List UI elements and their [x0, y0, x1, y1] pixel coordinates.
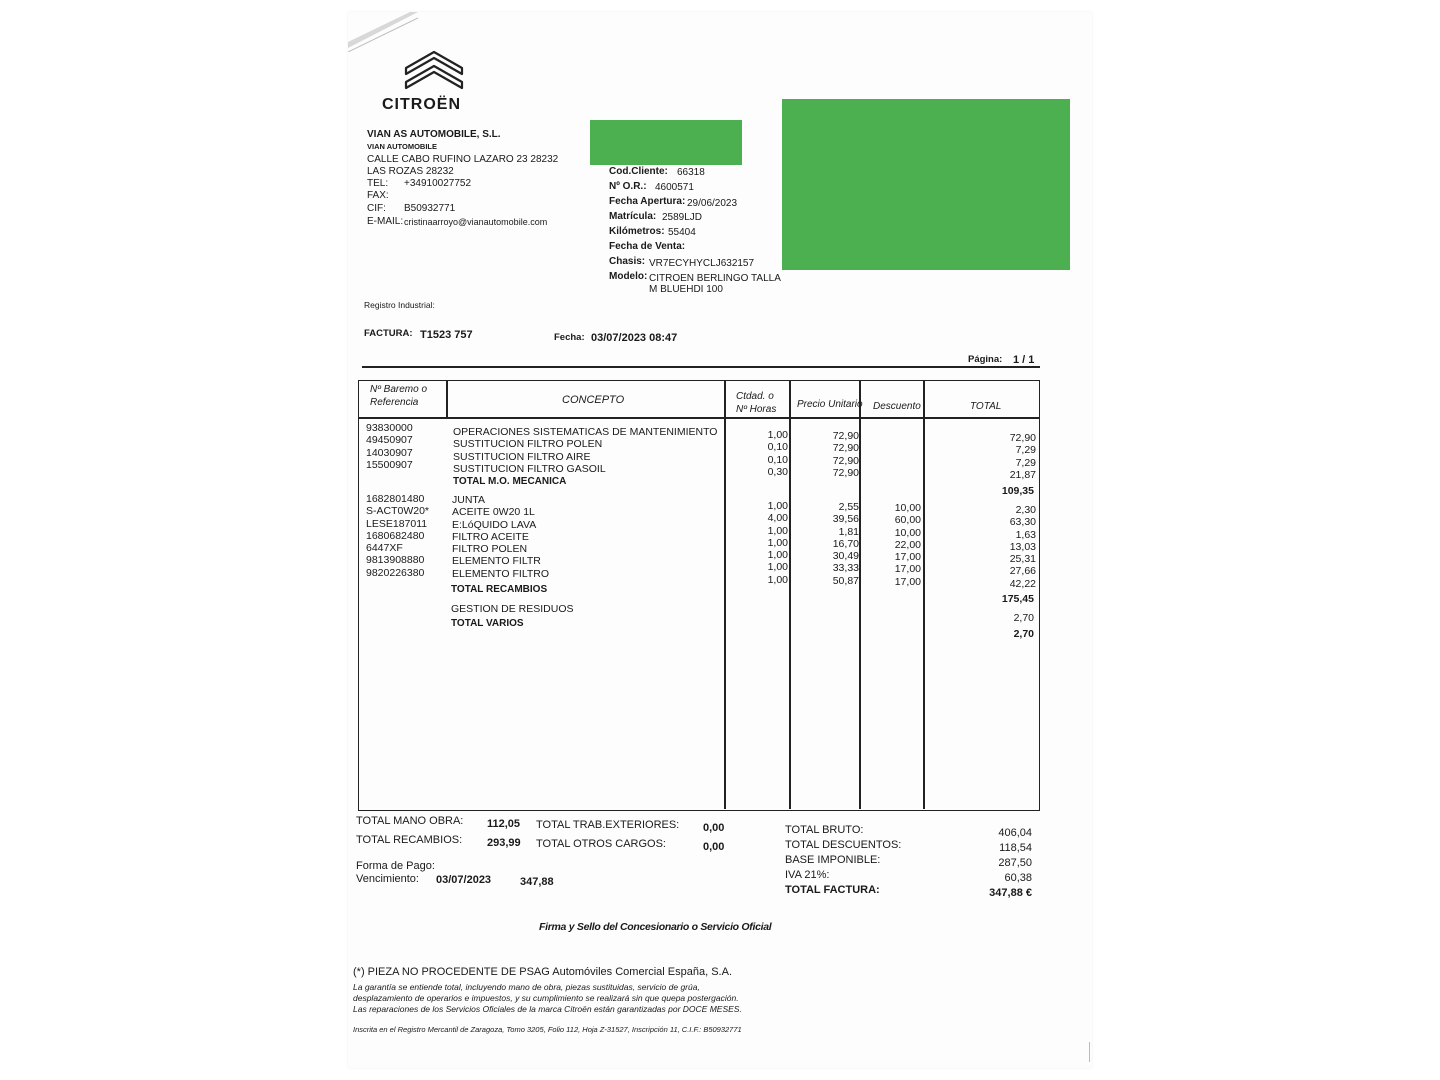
- factura-number: T1523 757: [420, 329, 473, 341]
- table-cell-concept: ELEMENTO FILTR: [452, 555, 541, 568]
- subtotal-recambios: 175,45: [1001, 593, 1034, 605]
- table-cell-discount: 60,00: [894, 514, 921, 527]
- table-cell-qty: 1,00: [767, 536, 788, 549]
- group1-price: [808, 430, 859, 479]
- km: 55404: [668, 227, 696, 238]
- fecha-venta-label: Fecha de Venta:: [609, 241, 686, 252]
- table-cell-ref: 93830000: [366, 422, 413, 434]
- base-imponible-label: BASE IMPONIBLE:: [785, 854, 881, 866]
- group2-refs: [366, 493, 429, 579]
- table-cell-price: 72,90: [832, 442, 859, 455]
- pagina-value: 1 / 1: [1013, 354, 1035, 366]
- group2-discount: [870, 502, 921, 588]
- table-cell-qty: 1,00: [767, 500, 788, 512]
- subtotal-varios: 2,70: [1013, 628, 1034, 640]
- table-cell-ref: 15500907: [366, 458, 413, 471]
- table-cell-concept: ELEMENTO FILTRO: [452, 567, 550, 580]
- group2-concepts: [452, 494, 549, 580]
- table-cell-price: 39,56: [832, 513, 859, 526]
- group2-price: [808, 501, 859, 587]
- table-cell-concept: JUNTA: [452, 494, 486, 506]
- col-divider-ref: [446, 381, 448, 417]
- table-cell-qty: 0,10: [767, 441, 788, 454]
- table-cell-concept: SUSTITUCION FILTRO GASOIL: [453, 462, 606, 475]
- table-cell-concept: SUSTITUCION FILTRO AIRE: [453, 450, 591, 463]
- invoice-page: [348, 12, 1092, 1068]
- header-cantidad-2: Nº Horas: [736, 404, 777, 415]
- base-imponible-value: 287,50: [998, 857, 1032, 869]
- recambios-value: 293,99: [487, 837, 521, 849]
- table-top-double-line: [362, 366, 1040, 368]
- table-cell-ref: 9820226380: [366, 566, 425, 579]
- table-cell-qty: 1,00: [767, 429, 788, 441]
- or-label: Nº O.R.:: [609, 181, 647, 192]
- table-cell-discount: 17,00: [894, 575, 921, 588]
- subtotal-mo: 109,35: [1001, 485, 1034, 497]
- garantia-line2: desplazamiento de operarios e impuestos, y su cumplimiento se realizará sin que quepa postergación.: [353, 993, 739, 1003]
- header-descuento: Descuento: [873, 401, 921, 412]
- group1-refs: [366, 422, 413, 471]
- fecha-value: 03/07/2023 08:47: [591, 332, 678, 344]
- table-cell-ref: 1682801480: [366, 493, 425, 505]
- table-cell-qty: 4,00: [767, 512, 788, 525]
- table-cell-qty: 1,00: [767, 573, 788, 586]
- dealer-subname: VIAN AUTOMOBILE: [367, 142, 438, 151]
- pieza-note: (*) PIEZA NO PROCEDENTE DE PSAG Automóviles Comercial España, S.A.: [353, 966, 733, 978]
- group2-qty: [744, 500, 788, 586]
- table-cell-qty: 0,30: [767, 465, 788, 478]
- cod-cliente-label: Cod.Cliente:: [609, 166, 668, 177]
- otros-cargos-value: 0,00: [703, 841, 725, 853]
- redacted-block-large: [782, 99, 1070, 270]
- cod-cliente: 66318: [677, 167, 705, 178]
- table-cell-price: 1,81: [838, 525, 859, 538]
- dealer-email: cristinaarroyo@vianautomobile.com: [404, 217, 548, 227]
- table-cell-ref: 9813908880: [366, 554, 425, 567]
- total-factura-label: TOTAL FACTURA:: [785, 884, 880, 896]
- dealer-name: VIAN AS AUTOMOBILE, S.L.: [367, 129, 501, 140]
- firma-sello-caption: Firma y Sello del Concesionario o Servicio Oficial: [539, 921, 772, 933]
- trab-ext-value: 0,00: [703, 822, 725, 834]
- iva-label: IVA 21%:: [785, 869, 830, 881]
- vencimiento-label: Vencimiento:: [356, 873, 419, 885]
- table-cell-ref: S-ACT0W20*: [366, 505, 430, 518]
- table-cell-price: 72,90: [832, 466, 859, 479]
- mano-obra-value: 112,05: [487, 818, 521, 830]
- garantia-line3: Las reparaciones de los Servicios Oficiales de la marca Citroën están garantizadas por DOCE MESES.: [353, 1004, 742, 1014]
- recambios-label: TOTAL RECAMBIOS:: [356, 834, 463, 846]
- group1-totals: [978, 432, 1036, 481]
- descuentos-label: TOTAL DESCUENTOS:: [785, 839, 902, 851]
- header-precio: Precio Unitario: [797, 399, 863, 410]
- forma-pago-label: Forma de Pago:: [356, 860, 435, 872]
- table-cell-total: 13,03: [1009, 540, 1036, 553]
- total-gestion-residuos: 2,70: [1013, 612, 1034, 624]
- table-cell-price: 72,90: [832, 430, 859, 442]
- table-cell-discount: 17,00: [894, 563, 921, 576]
- header-cantidad-1: Ctdad. o: [736, 391, 774, 402]
- table-cell-concept: OPERACIONES SISTEMATICAS DE MANTENIMIENTO: [453, 426, 718, 438]
- bruto-value: 406,04: [998, 827, 1032, 839]
- table-cell-discount: 17,00: [894, 551, 921, 564]
- brand-name: CITROËN: [382, 96, 461, 113]
- citroen-logo-icon: [400, 42, 468, 94]
- table-cell-qty: 1,00: [767, 524, 788, 537]
- table-cell-ref: LESE187011: [366, 517, 428, 530]
- chasis-label: Chasis:: [609, 256, 646, 267]
- scan-edge-mark: [1089, 1042, 1090, 1062]
- table-cell-price: 30,49: [832, 550, 859, 563]
- redacted-block-small: [590, 120, 742, 165]
- group1-concepts: [453, 426, 717, 475]
- registro-mercantil: Inscrita en el Registro Mercantil de Zaragoza, Tomo 3205, Folio 112, Hoja Z-31527, Inscripción 11, C.I.F.: B50932771: [353, 1025, 742, 1034]
- table-cell-total: 63,30: [1009, 516, 1036, 529]
- factura-label: FACTURA:: [364, 328, 413, 339]
- bruto-label: TOTAL BRUTO:: [785, 824, 864, 836]
- table-header-divider: [358, 417, 1040, 419]
- subtotal-recambios-label: TOTAL RECAMBIOS: [451, 584, 548, 595]
- col-divider-concept: [724, 381, 726, 809]
- table-cell-discount: 22,00: [894, 538, 921, 551]
- dealer-tel: +34910027752: [404, 178, 472, 189]
- km-label: Kilómetros:: [609, 226, 665, 237]
- modelo-line1: CITROEN BERLINGO TALLA: [649, 273, 781, 284]
- table-cell-ref: 49450907: [366, 434, 413, 447]
- vencimiento-date: 03/07/2023: [436, 874, 492, 886]
- table-cell-qty: 0,10: [767, 453, 788, 466]
- table-cell-price: 2,55: [838, 501, 859, 513]
- table-cell-concept: ACEITE 0W20 1L: [452, 506, 535, 519]
- apertura-label: Fecha Apertura:: [609, 196, 686, 207]
- modelo-label: Modelo:: [609, 271, 648, 282]
- table-cell-ref: 1680682480: [366, 529, 425, 542]
- table-cell-price: 50,87: [832, 574, 859, 587]
- col-divider-price: [859, 381, 861, 809]
- dealer-cif-label: CIF:: [367, 203, 386, 214]
- header-ref-1: Nº Baremo o: [370, 384, 428, 395]
- table-cell-total: 25,31: [1009, 553, 1036, 566]
- table-cell-concept: SUSTITUCION FILTRO POLEN: [453, 438, 603, 451]
- dealer-cif: B50932771: [404, 203, 456, 214]
- table-cell-total: 1,63: [1015, 528, 1036, 541]
- matricula-label: Matrícula:: [609, 211, 657, 222]
- mano-obra-label: TOTAL MANO OBRA:: [356, 815, 464, 827]
- vencimiento-importe: 347,88: [520, 876, 554, 888]
- concept-gestion-residuos: GESTION DE RESIDUOS: [451, 603, 574, 615]
- subtotal-mo-label: TOTAL M.O. MECANICA: [453, 476, 567, 487]
- otros-cargos-label: TOTAL OTROS CARGOS:: [536, 838, 666, 850]
- descuentos-value: 118,54: [999, 842, 1032, 854]
- header-concepto: CONCEPTO: [562, 394, 625, 406]
- iva-value: 60,38: [1004, 872, 1032, 884]
- dealer-tel-label: TEL:: [367, 178, 389, 189]
- table-cell-price: 16,70: [832, 537, 859, 550]
- apertura-date: 29/06/2023: [687, 198, 738, 209]
- group1-qty: [744, 429, 788, 478]
- table-cell-qty: 1,00: [767, 561, 788, 574]
- modelo-line2: M BLUEHDI 100: [649, 284, 723, 295]
- subtotal-varios-label: TOTAL VARIOS: [451, 618, 524, 629]
- garantia-line1: La garantía se entiende total, incluyendo mano de obra, piezas sustituidas, servicio de grúa,: [353, 982, 700, 992]
- table-cell-ref: 14030907: [366, 446, 413, 459]
- pagina-label: Página:: [968, 354, 1003, 365]
- table-cell-ref: 6447XF: [366, 542, 403, 555]
- header-total: TOTAL: [970, 401, 1002, 412]
- table-cell-price: 72,90: [832, 454, 859, 467]
- table-cell-discount: 10,00: [894, 502, 921, 514]
- dealer-fax-label: FAX:: [367, 190, 389, 201]
- dealer-address2: LAS ROZAS 28232: [367, 166, 454, 177]
- trab-ext-label: TOTAL TRAB.EXTERIORES:: [536, 819, 680, 831]
- chasis: VR7ECYHYCLJ632157: [649, 258, 755, 269]
- header-ref-2: Referencia: [370, 397, 419, 408]
- table-cell-concept: FILTRO POLEN: [452, 543, 528, 556]
- group2-totals: [978, 504, 1036, 590]
- table-cell-total: 2,30: [1015, 504, 1036, 516]
- or-number: 4600571: [655, 182, 694, 193]
- table-cell-discount: 10,00: [894, 526, 921, 539]
- table-cell-total: 27,66: [1009, 565, 1036, 578]
- total-factura-value: 347,88 €: [989, 887, 1032, 899]
- table-cell-total: 7,29: [1015, 456, 1036, 469]
- col-divider-discount: [923, 381, 925, 809]
- table-cell-qty: 1,00: [767, 549, 788, 562]
- table-cell-concept: FILTRO ACEITE: [452, 530, 529, 543]
- table-cell-total: 21,87: [1009, 468, 1036, 481]
- table-cell-total: 42,22: [1009, 577, 1036, 590]
- table-cell-concept: E:LóQUIDO LAVA: [452, 518, 537, 531]
- fecha-label: Fecha:: [554, 332, 585, 343]
- table-cell-total: 7,29: [1015, 444, 1036, 457]
- col-divider-qty: [789, 381, 791, 809]
- table-cell-price: 33,33: [832, 562, 859, 575]
- dealer-email-label: E-MAIL:: [367, 216, 404, 227]
- table-cell-total: 72,90: [1009, 432, 1036, 444]
- matricula: 2589LJD: [662, 212, 703, 223]
- dealer-address1: CALLE CABO RUFINO LAZARO 23 28232: [367, 154, 559, 165]
- registro-industrial-label: Registro Industrial:: [364, 300, 435, 310]
